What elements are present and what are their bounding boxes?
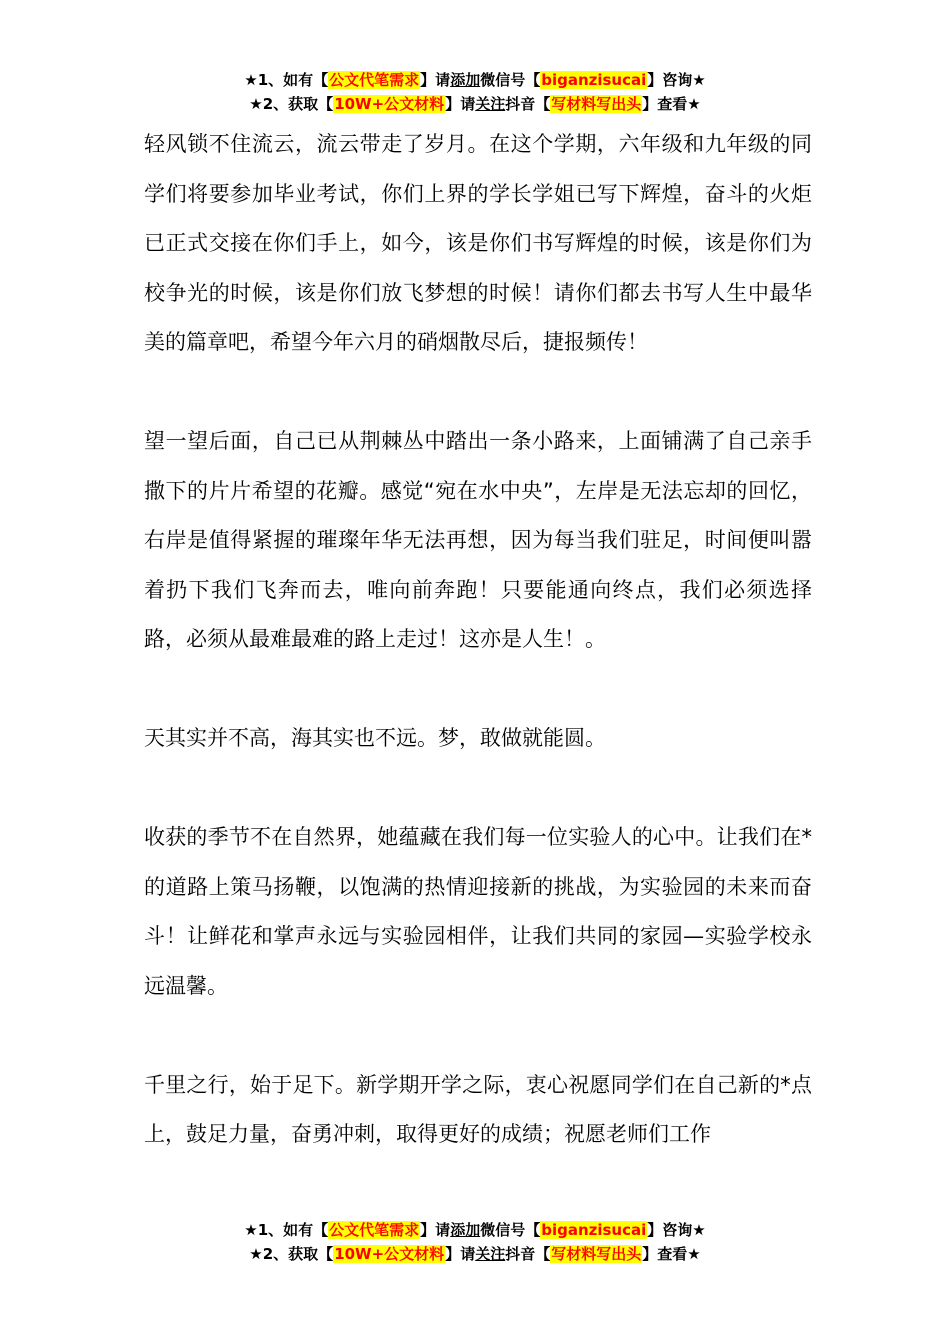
banner-text: 】请 (445, 95, 476, 113)
banner-highlight: 写材料写出头 (551, 1245, 642, 1263)
banner-line-1 (0, 68, 950, 92)
banner-highlight: 公文代笔需求 (329, 71, 420, 89)
banner-text: 】咨询★ (647, 1221, 706, 1239)
banner-underline: 关注 (475, 95, 506, 113)
banner-text: 】查看★ (642, 1245, 701, 1263)
paragraph: 收获的季节不在自然界，她蕴藏在我们每一位实验人的心中。让我们在*的道路上策马扬鞭，以饱满的热情迎接新的挑战，为实验园的未来而奋斗！让鲜花和掌声永远与实验园相伴，让我们共同的家园—实验学校永远温馨。 (144, 825, 812, 998)
banner-text: 】请 (420, 71, 451, 89)
header-banner (0, 68, 950, 116)
banner-highlight: 写材料写出头 (551, 95, 642, 113)
banner-line-2 (0, 92, 950, 116)
paragraph: 望一望后面，自己已从荆棘丛中踏出一条小路来，上面铺满了自己亲手撒下的片片希望的花瓣。感觉“宛在水中央”，左岸是无法忘却的回忆，右岸是值得紧握的璀璨年华无法再想，因为每当我们驻足，时间便叫嚣着扔下我们飞奔而去，唯向前奔跑！只要能通向终点，我们必须选择路，必须从最难最难的路上走过！这亦是人生！。 (144, 429, 812, 651)
paragraph: 千里之行，始于足下。新学期开学之际，衷心祝愿同学们在自己新的*点上，鼓足力量，奋勇冲刺，取得更好的成绩；祝愿老师们工作 (144, 1072, 812, 1146)
banner-highlight: 10W+公文材料 (334, 95, 445, 113)
banner-text: 微信号【 (480, 1221, 541, 1239)
banner-underline: 添加 (450, 71, 481, 89)
banner-line-2 (0, 1242, 950, 1266)
banner-line-1 (0, 1218, 950, 1242)
paragraph: 天其实并不高，海其实也不远。梦，敢做就能圆。 (144, 726, 606, 750)
banner-highlight: 公文代笔需求 (329, 1221, 420, 1239)
banner-text: ★2、获取【 (249, 95, 334, 113)
banner-text: 】查看★ (642, 95, 701, 113)
banner-underline: 添加 (450, 1221, 481, 1239)
banner-text: 微信号【 (480, 71, 541, 89)
banner-highlight: 10W+公文材料 (334, 1245, 445, 1263)
banner-text: ★2、获取【 (249, 1245, 334, 1263)
footer-banner (0, 1218, 950, 1266)
banner-underline: 关注 (475, 1245, 506, 1263)
banner-text: ★1、如有【 (244, 71, 329, 89)
banner-text: ★1、如有【 (244, 1221, 329, 1239)
banner-text: 抖音【 (505, 1245, 551, 1263)
banner-highlight: biganzisucai (541, 1221, 647, 1239)
banner-text: 抖音【 (505, 95, 551, 113)
banner-text: 】请 (420, 1221, 451, 1239)
banner-highlight: biganzisucai (541, 71, 647, 89)
document-body (144, 120, 812, 1160)
paragraph: 轻风锁不住流云，流云带走了岁月。在这个学期，六年级和九年级的同学们将要参加毕业考试，你们上界的学长学姐已写下辉煌，奋斗的火炬已正式交接在你们手上，如今，该是你们书写辉煌的时候，该是你们为校争光的时候，该是你们放飞梦想的时候！请你们都去书写人生中最华美的篇章吧，希望今年六月的硝烟散尽后，捷报频传！ (144, 132, 812, 354)
banner-text: 】请 (445, 1245, 476, 1263)
banner-text: 】咨询★ (647, 71, 706, 89)
